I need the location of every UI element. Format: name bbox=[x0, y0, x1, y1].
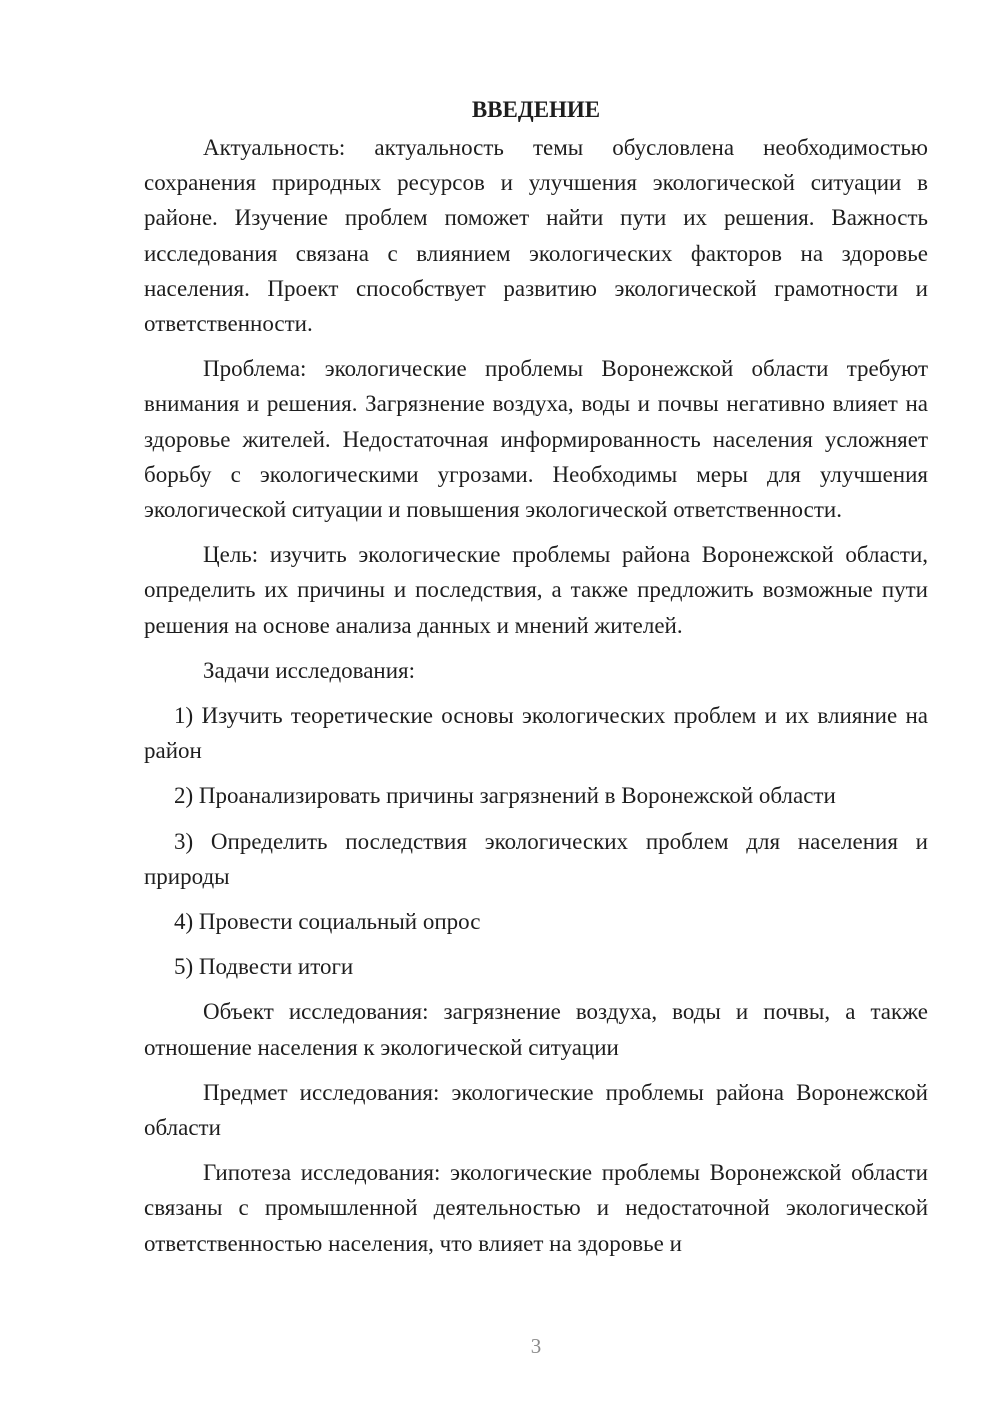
page-number: 3 bbox=[530, 1334, 542, 1358]
relevance-paragraph: Актуальность: актуальность темы обусловлена необходимостью сохранения природных ресурсов и улучшения экологической ситуации в районе. Изучение проблем поможет найти пути их решения. Важность исследования связана с влиянием экологических факторов на здоровье населения. Проект способствует развитию экологической грамотности и ответственности. bbox=[144, 135, 928, 337]
tasks-heading: Задачи исследования: bbox=[203, 657, 416, 683]
task-item-3: 3) Определить последствия экологических проблем для населения и природы bbox=[144, 828, 928, 889]
object-paragraph: Объект исследования: загрязнение воздуха, воды и почвы, а также отношение населения к экологической ситуации bbox=[144, 999, 928, 1060]
document-page bbox=[144, 92, 928, 1271]
task-item-1: 1) Изучить теоретические основы экологических проблем и их влияние на район bbox=[144, 703, 928, 764]
task-item-5: 5) Подвести итоги bbox=[174, 954, 354, 980]
hypothesis-paragraph: Гипотеза исследования: экологические проблемы Воронежской области связаны с промышленной деятельностью и недостаточной экологической ответственностью населения, что влияет на здоровье и bbox=[144, 1160, 928, 1256]
problem-paragraph: Проблема: экологические проблемы Воронежской области требуют внимания и решения. Загрязнение воздуха, воды и почвы негативно влияет на здоровье жителей. Недостаточная информированность населения усложняет борьбу с экологическими угрозами. Необходимы меры для улучшения экологической ситуации и повышения экологической ответственности. bbox=[144, 356, 928, 523]
subject-paragraph: Предмет исследования: экологические проблемы района Воронежской области bbox=[144, 1079, 928, 1141]
section-heading: ВВЕДЕНИЕ bbox=[471, 97, 601, 122]
task-item-2: 2) Проанализировать причины загрязнений в Воронежской области bbox=[174, 783, 836, 809]
task-item-4: 4) Провести социальный опрос bbox=[174, 909, 481, 935]
goal-paragraph: Цель: изучить экологические проблемы района Воронежской области, определить их причины и последствия, а также предложить возможные пути решения на основе анализа данных и мнений жителей. bbox=[144, 542, 928, 638]
